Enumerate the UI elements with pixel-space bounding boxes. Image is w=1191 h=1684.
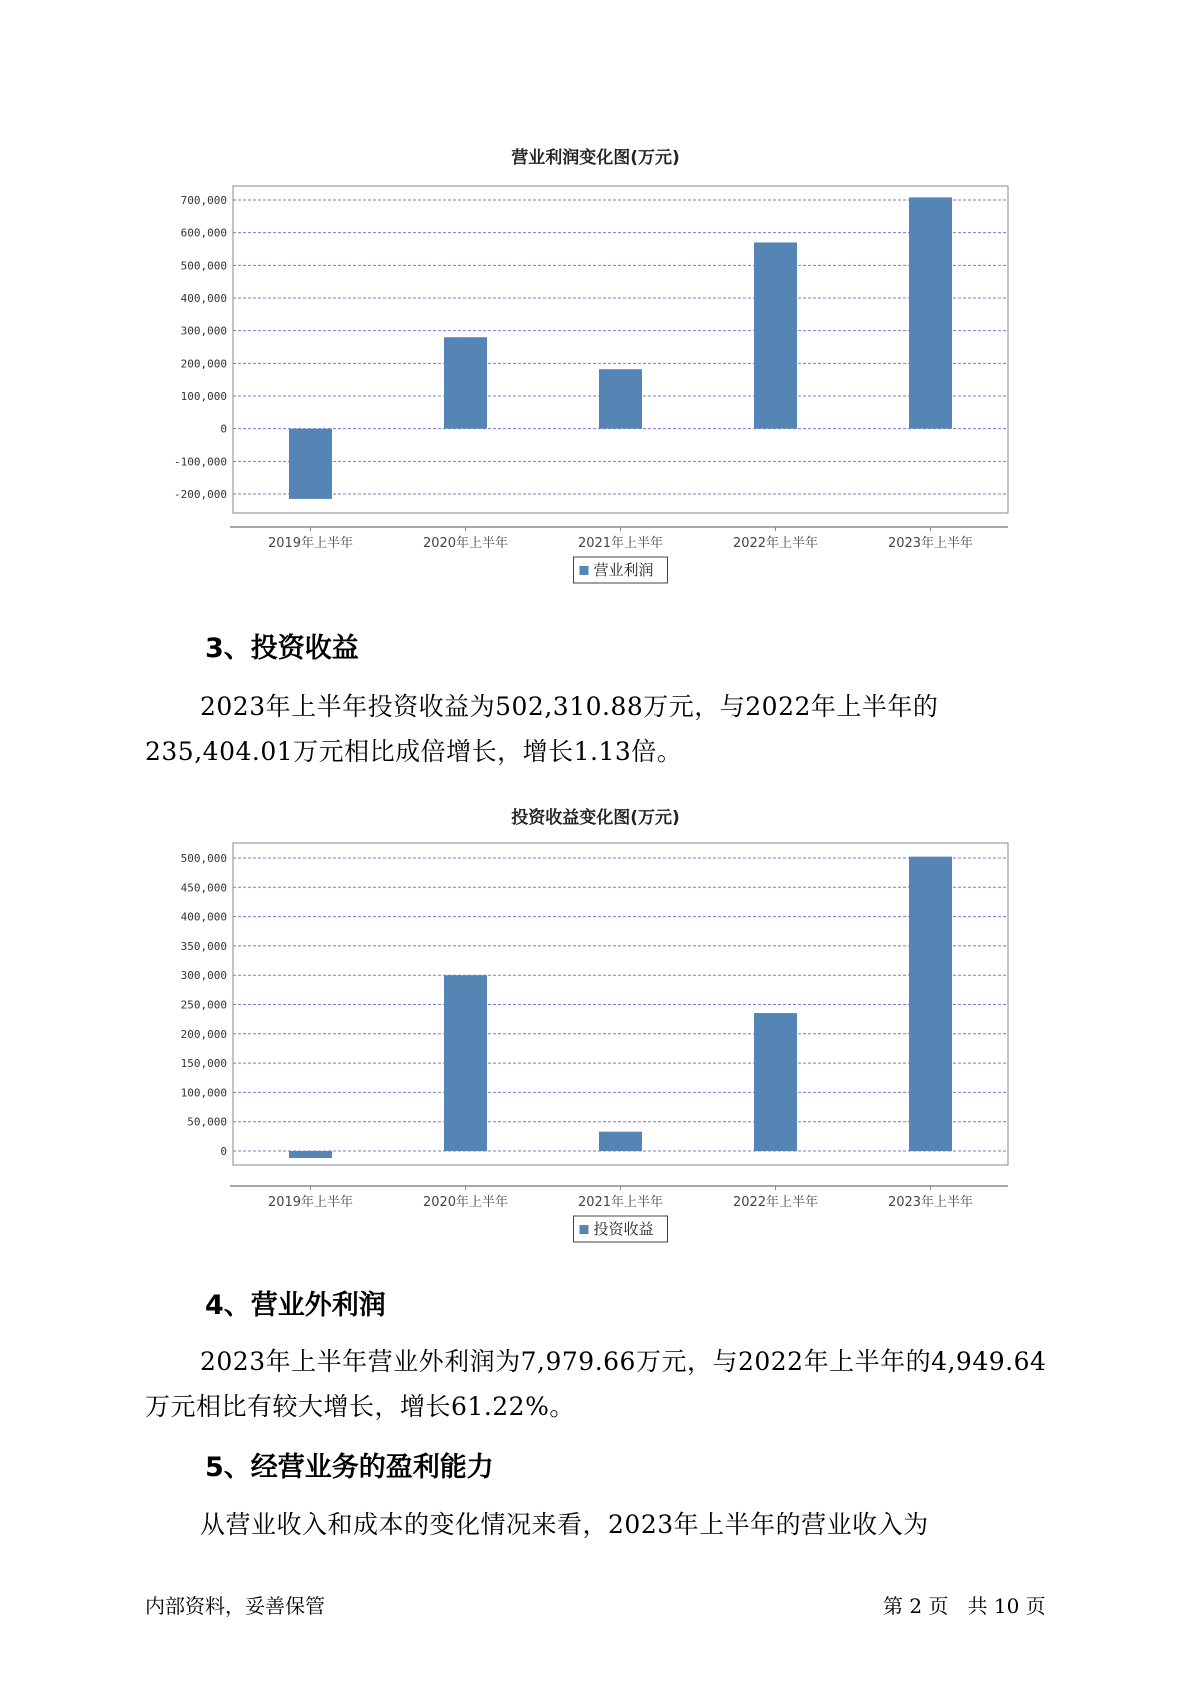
- y-tick-label: 200,000: [180, 357, 227, 371]
- y-tick-label: 150,000: [180, 1057, 227, 1071]
- y-tick-label: 450,000: [180, 881, 227, 895]
- paragraph-line: 2023年上半年营业外利润为7,979.66万元，与2022年上半年的4,949.64: [200, 1347, 1047, 1376]
- operating-profit-chart: [0, 170, 1191, 590]
- bar: [289, 1151, 332, 1158]
- x-tick-label: 2022年上半年: [732, 1195, 819, 1210]
- bar: [444, 975, 487, 1151]
- y-tick-label: 700,000: [180, 194, 227, 207]
- y-tick-label: 100,000: [180, 1086, 227, 1100]
- y-tick-label: 500,000: [180, 852, 227, 865]
- y-tick-label: 400,000: [180, 910, 227, 924]
- y-tick-label: 400,000: [180, 292, 227, 305]
- y-tick-label: 100,000: [180, 390, 227, 403]
- section-heading-non-operating-profit: 4、营业外利润: [205, 1290, 386, 1321]
- footer-confidential-note: 内部资料，妥善保管: [145, 1594, 325, 1618]
- y-tick-label: 300,000: [180, 324, 227, 338]
- plot-frame: [233, 186, 1008, 513]
- legend-label: 投资收益: [593, 1220, 654, 1238]
- y-tick-label: 50,000: [187, 1115, 227, 1129]
- y-tick-label: 0: [220, 1145, 227, 1158]
- legend-label: 营业利润: [593, 561, 654, 579]
- y-tick-label: 0: [220, 422, 227, 436]
- section-heading-profitability: 5、经营业务的盈利能力: [205, 1452, 494, 1483]
- y-tick-label: 600,000: [180, 226, 227, 240]
- legend-swatch: [580, 1225, 589, 1234]
- bar: [754, 242, 797, 428]
- bar: [909, 857, 952, 1151]
- legend-swatch: [580, 566, 589, 575]
- paragraph-line: 235,404.01万元相比成倍增长，增长1.13倍。: [145, 737, 683, 766]
- paragraph-line: 从营业收入和成本的变化情况来看，2023年上半年的营业收入为: [200, 1510, 929, 1539]
- x-tick-label: 2022年上半年: [732, 536, 819, 551]
- paragraph-line: 万元相比有较大增长，增长61.22%。: [145, 1392, 575, 1421]
- y-tick-label: -200,000: [174, 488, 227, 501]
- y-tick-label: 350,000: [180, 939, 227, 953]
- x-tick-label: 2021年上半年: [577, 536, 664, 551]
- x-tick-label: 2023年上半年: [887, 536, 974, 551]
- bar: [289, 429, 332, 499]
- y-tick-label: -100,000: [174, 455, 227, 469]
- bar: [599, 369, 642, 428]
- y-tick-label: 300,000: [180, 969, 227, 983]
- investment-income-chart: [0, 830, 1191, 1245]
- x-tick-label: 2020年上半年: [422, 536, 509, 551]
- section-heading-investment-income: 3、投资收益: [205, 633, 359, 664]
- legend: [574, 557, 668, 583]
- paragraph-line: 2023年上半年投资收益为502,310.88万元，与2022年上半年的: [200, 692, 939, 721]
- chart2-title: 投资收益变化图(万元): [511, 808, 680, 828]
- y-tick-label: 200,000: [180, 1027, 227, 1041]
- legend: [574, 1216, 668, 1242]
- chart1-title: 营业利润变化图(万元): [511, 148, 680, 168]
- x-tick-label: 2019年上半年: [267, 536, 354, 551]
- x-tick-label: 2021年上半年: [577, 1195, 664, 1210]
- y-tick-label: 500,000: [180, 259, 227, 273]
- x-tick-label: 2020年上半年: [422, 1195, 509, 1210]
- x-tick-label: 2023年上半年: [887, 1195, 974, 1210]
- bar: [909, 197, 952, 428]
- bar: [444, 337, 487, 428]
- bar: [754, 1013, 797, 1151]
- x-tick-label: 2019年上半年: [267, 1195, 354, 1210]
- y-tick-label: 250,000: [180, 998, 227, 1012]
- footer-page-number: 第 2 页 共 10 页: [883, 1594, 1046, 1618]
- bar: [599, 1132, 642, 1151]
